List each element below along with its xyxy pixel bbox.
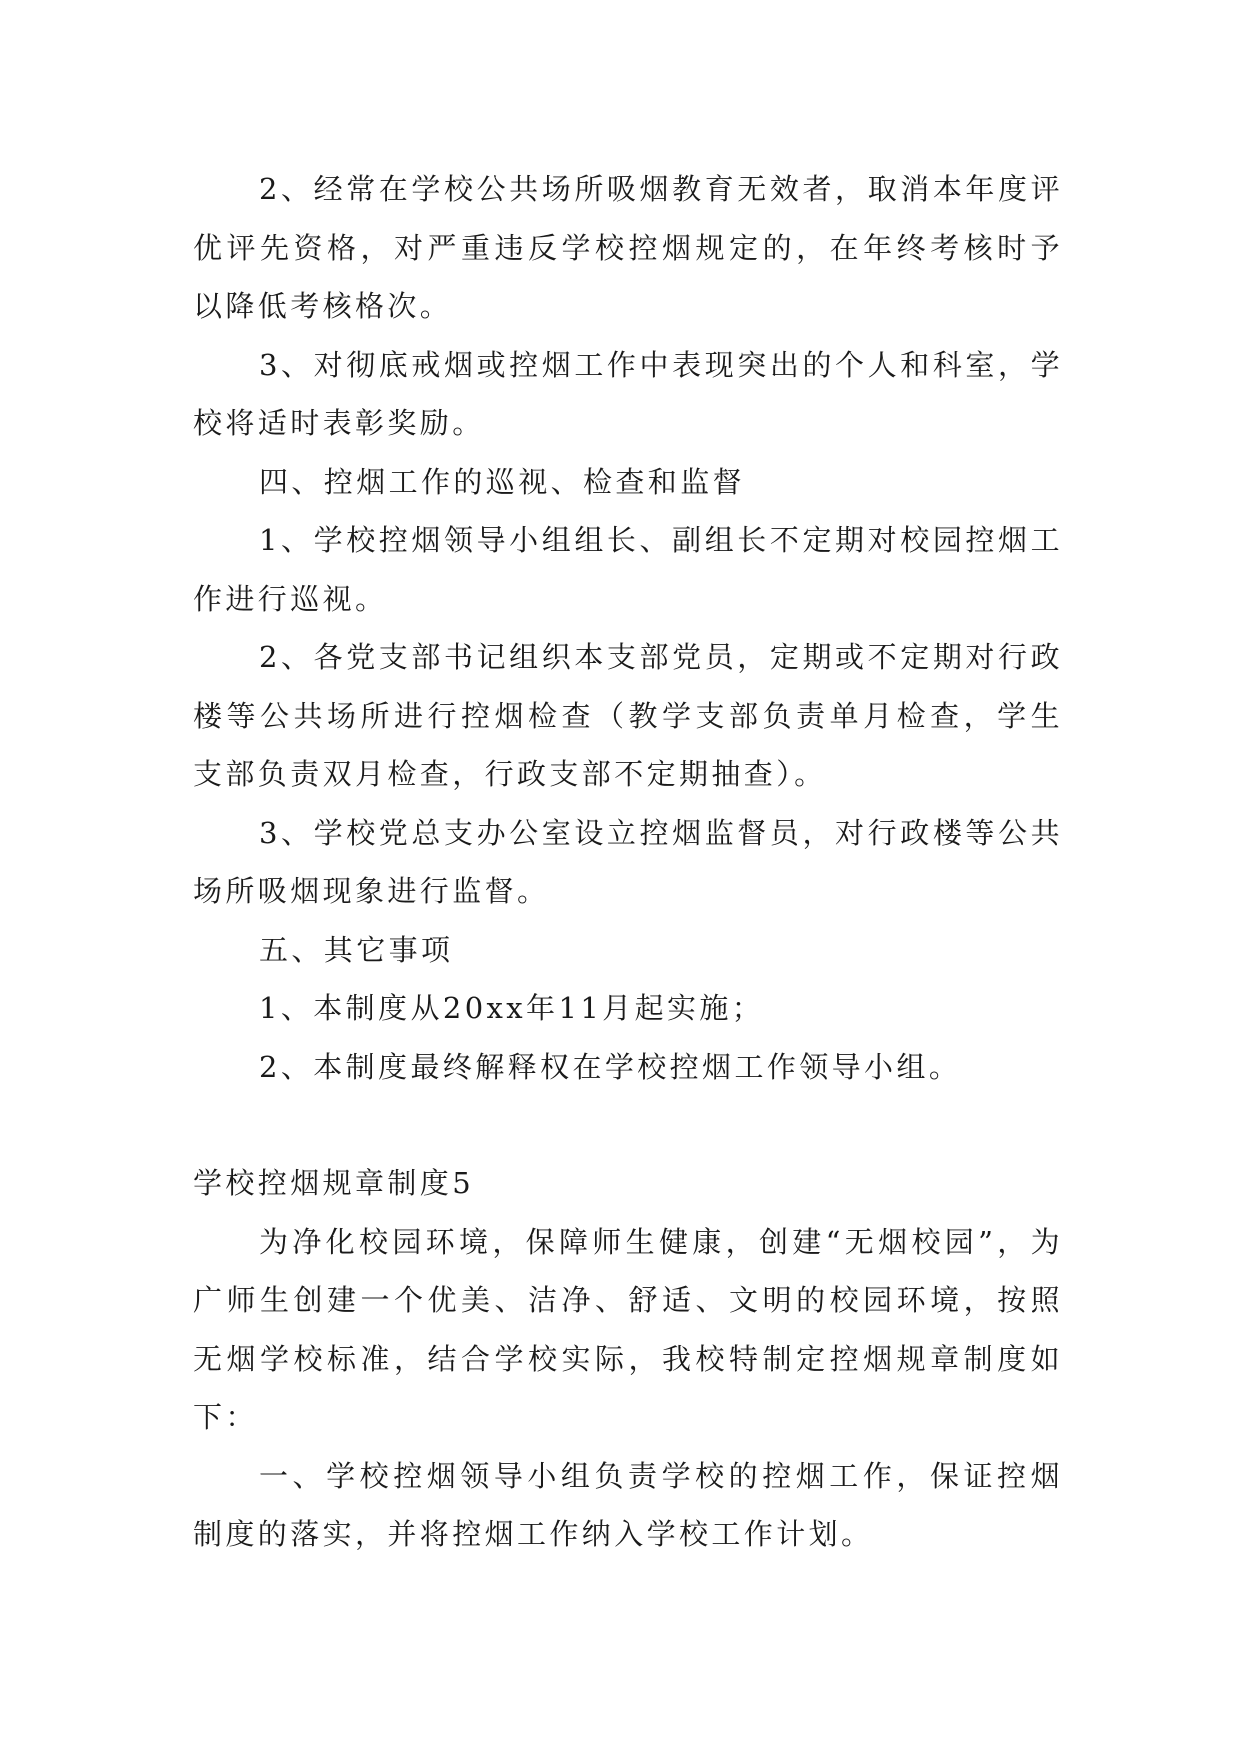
document-body	[193, 160, 1063, 1564]
paragraph-other-2: 2、本制度最终解释权在学校控烟工作领导小组。	[259, 1049, 962, 1084]
heading-other-matters: 五、其它事项	[259, 932, 454, 967]
paragraph-intro: 为净化校园环境，保障师生健康，创建“无烟校园”，为广师生创建一个优美、洁净、舒适、文明的校园环境，按照无烟学校标准，结合学校实际，我校特制定控烟规章制度如下：	[193, 1224, 1063, 1434]
section-title: 学校控烟规章制度5	[193, 1166, 475, 1200]
heading-inspection: 四、控烟工作的巡视、检查和监督	[259, 464, 746, 499]
paragraph-inspection-3: 3、学校党总支办公室设立控烟监督员，对行政楼等公共场所吸烟现象进行监督。	[193, 815, 1063, 908]
paragraph-penalty-2: 2、经常在学校公共场所吸烟教育无效者，取消本年度评优评先资格，对严重违反学校控烟规定的，在年终考核时予以降低考核格次。	[193, 172, 1063, 323]
paragraph-other-1: 1、本制度从20xx年11月起实施；	[259, 991, 765, 1025]
paragraph-inspection-2: 2、各党支部书记组织本支部党员，定期或不定期对行政楼等公共场所进行控烟检查（教学支部负责单月检查，学生支部负责双月检查，行政支部不定期抽查）。	[193, 640, 1063, 791]
paragraph-rule-1: 一、学校控烟领导小组负责学校的控烟工作，保证控烟制度的落实，并将控烟工作纳入学校工作计划。	[193, 1458, 1063, 1551]
paragraph-inspection-1: 1、学校控烟领导小组组长、副组长不定期对校园控烟工作进行巡视。	[193, 523, 1063, 616]
paragraph-reward-3: 3、对彻底戒烟或控烟工作中表现突出的个人和科室，学校将适时表彰奖励。	[193, 347, 1063, 440]
